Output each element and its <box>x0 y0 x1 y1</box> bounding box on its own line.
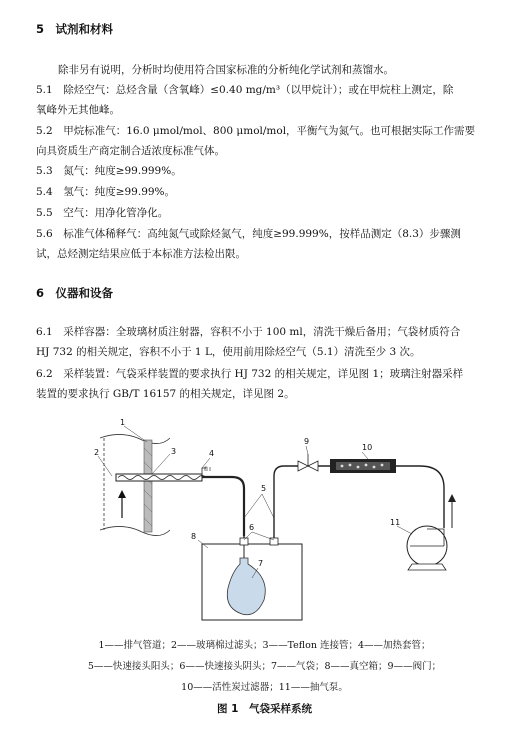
paragraph-5-3: 5.3 氮气：纯度≥99.999%。 <box>36 165 182 177</box>
paragraph-5-1-line1: 5.1 除烃空气：总烃含量（含氧峰）≤0.40 mg/m³（以甲烷计）；或在甲烷柱上测定，除 <box>36 84 454 96</box>
diagram-label-8: 8 <box>191 532 197 541</box>
diagram-label-6: 6 <box>249 523 255 532</box>
diagram-label-1: 1 <box>120 418 126 427</box>
paragraph-5-5: 5.5 空气：用净化管净化。 <box>36 207 169 219</box>
paragraph-5-6-line2: 试，总烃测定结果应低于本标准方法检出限。 <box>36 248 246 260</box>
diagram-label-5: 5 <box>261 484 267 493</box>
figure-legend-line3: 10——活性炭过滤器；11——抽气泵。 <box>181 682 348 693</box>
paragraph-5-2-line2: 向具资质生产商定制合适浓度标准气体。 <box>36 145 225 157</box>
diagram-label-10: 10 <box>362 443 373 452</box>
valve-icon <box>298 454 318 471</box>
paragraph-5-4: 5.4 氢气：纯度≥99.99%。 <box>36 186 176 198</box>
flow-arrow-icon <box>118 490 126 518</box>
section-heading-reagents: 5 试剂和材料 <box>36 22 114 36</box>
paragraph-reagents-intro: 除非另有说明，分析时均使用符合国家标准的分析纯化学试剂和蒸馏水。 <box>58 64 394 76</box>
pump-icon <box>407 526 447 570</box>
paragraph-6-2-line1: 6.2 采样装置：气袋采样装置的要求执行 HJ 732 的相关规定，详见图 1；玻璃注射器采样 <box>36 368 464 380</box>
paragraph-6-2-line2: 装置的要求执行 GB/T 16157 的相关规定，详见图 2。 <box>36 388 295 400</box>
exhaust-duct <box>100 434 170 535</box>
diagram-label-7: 7 <box>258 559 264 568</box>
paragraph-5-2-line1: 5.2 甲烷标准气：16.0 μmol/mol、800 μmol/mol，平衡气为氮气。也可根据实际工作需要 <box>36 125 476 137</box>
carbon-filter-icon <box>330 459 396 473</box>
diagram-label-11: 11 <box>390 518 401 527</box>
diagram-label-9: 9 <box>304 437 310 446</box>
paragraph-5-1-line2: 氧峰外无其他峰。 <box>36 104 120 116</box>
diagram-label-3: 3 <box>171 447 177 456</box>
section-heading-equipment: 6 仪器和设备 <box>36 286 114 300</box>
paragraph-6-1-line1: 6.1 采样容器：全玻璃材质注射器，容积不小于 100 ml，清洗干燥后备用；气袋材质符合 <box>36 326 461 338</box>
paragraph-6-1-line2: HJ 732 的相关规定，容积不小于 1 L，使用前用除烃空气（5.1）清洗至少 3 次。 <box>36 346 421 358</box>
paragraph-5-6-line1: 5.6 标准气体稀释气：高纯氮气或除烃氮气，纯度≥99.999%，按样品测定（8.3）步骤测 <box>36 228 461 240</box>
figure-legend-line2: 5——快速接头阳头；6——快速接头阴头；7——气袋；8——真空箱；9——阀门； <box>87 661 442 672</box>
figure-legend-line1: 1——排气管道；2——玻璃棉过滤头；3——Teflon 连接管；4——加热套管； <box>98 640 431 651</box>
gas-bag-sampling-diagram <box>52 418 477 626</box>
glass-wool-filter-and-heated-sleeve <box>116 467 244 536</box>
diagram-label-4: 4 <box>209 449 215 458</box>
diagram-label-2: 2 <box>94 448 100 457</box>
figure-caption: 图 1 气袋采样系统 <box>217 703 312 715</box>
